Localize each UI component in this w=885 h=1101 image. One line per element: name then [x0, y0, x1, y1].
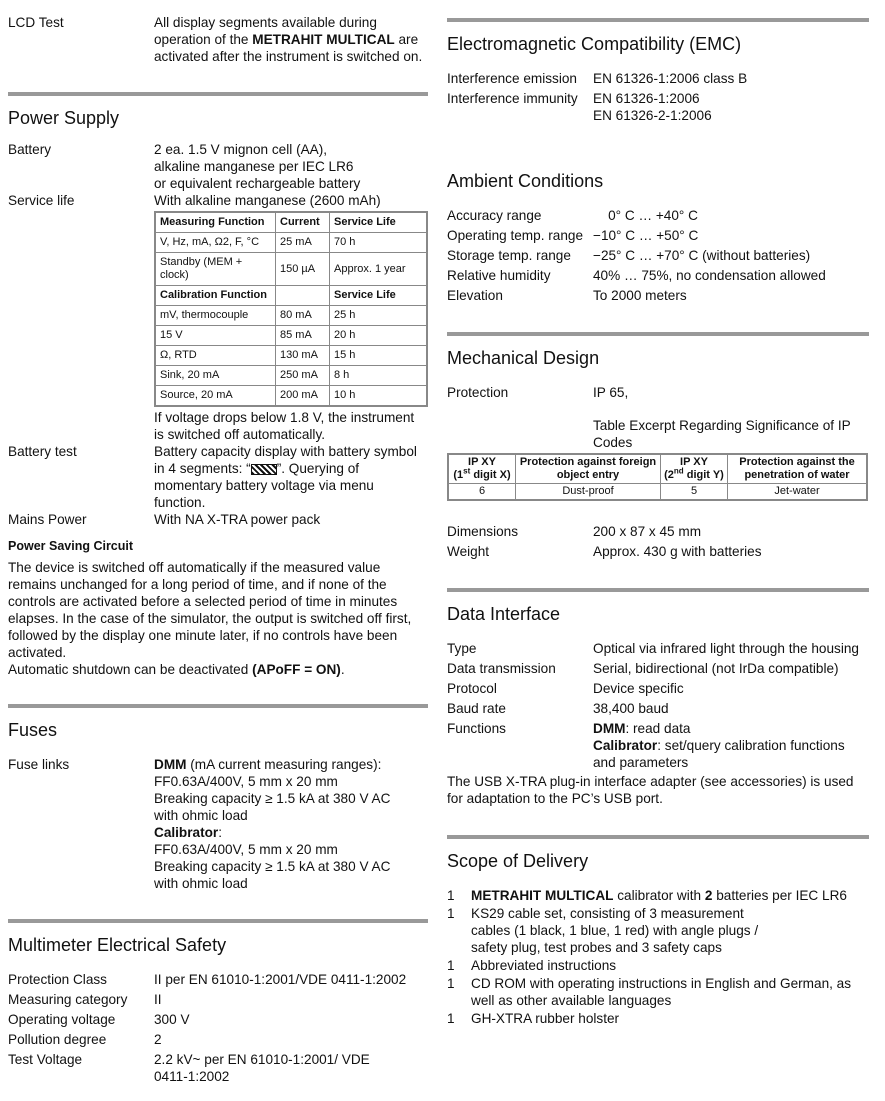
battery-test-label: Battery test [8, 444, 77, 459]
fuses-title: Fuses [8, 720, 58, 740]
mechanical-title: Mechanical Design [447, 348, 600, 368]
power-saving-title: Power Saving Circuit [8, 539, 134, 553]
usb-note: The USB X-TRA plug-in interface adapter (see accessories) is used for adaptation to the PC’s USB port. [447, 774, 854, 806]
table-row: 15 V 85 mA 20 h [155, 326, 427, 346]
interface-row: Type Optical via infrared light through the housing [447, 641, 859, 656]
service-life-label: Service life [8, 193, 75, 208]
emc-emission-row: Interference emission EN 61326-1:2006 class B [447, 71, 748, 86]
power-saving-text2: Automatic shutdown can be deactivated (APoFF = ON). [8, 662, 345, 677]
protection-row: Protection IP 65, [447, 385, 629, 400]
ambient-row: Storage temp. range −25° C … +70° C (without batteries) [447, 248, 811, 263]
ambient-row: Elevation To 2000 meters [447, 288, 687, 303]
ambient-row: Relative humidity 40% … 75%, no condensation allowed [447, 268, 826, 283]
section-rule [8, 92, 428, 96]
mains-power-value: With NA X-TRA power pack [154, 512, 321, 527]
emc-title: Electromagnetic Compatibility (EMC) [447, 34, 742, 54]
power-supply-title: Power Supply [8, 108, 120, 128]
dimensions-row: Dimensions 200 x 87 x 45 mm [447, 524, 702, 539]
battery-test-value: Battery capacity display with battery symbol in 4 segments: “ ”. Querying of momentary battery voltage via menu function. [154, 444, 417, 510]
section-rule [447, 588, 869, 592]
battery-row [8, 141, 428, 192]
safety-row: Operating voltage 300 V [8, 1012, 190, 1027]
lcd-test-value: All display segments available during operation of the METRAHIT MULTICAL are activated after the instrument is switched on. [154, 15, 423, 64]
left-column [8, 0, 428, 1085]
table-row: Sink, 20 mA 250 mA 8 h [155, 366, 427, 386]
battery-test-row [8, 443, 428, 511]
fuse-links-value: DMM (mA current measuring ranges): FF0.63A/400V, 5 mm x 20 mm Breaking capacity ≥ 1.5 kA at 380 V AC with ohmic load Calibrator: FF0.63A/400V, 5 mm x 20 mm Breaking capacity ≥ 1.5 kA at 380 V AC with ohmic load [154, 757, 391, 891]
list-item: 1 CD ROM with operating instructions in English and German, as well as other available languages [447, 976, 852, 1008]
data-interface-title: Data Interface [447, 604, 561, 624]
service-life-value: With alkaline manganese (2600 mAh) [154, 193, 381, 208]
section-rule [8, 704, 428, 708]
ambient-row: Operating temp. range −10° C … +50° C [447, 228, 699, 243]
mains-power-label: Mains Power [8, 512, 87, 527]
interface-row: Baud rate 38,400 baud [447, 701, 669, 716]
service-life-row [8, 192, 428, 209]
weight-row: Weight Approx. 430 g with batteries [447, 544, 762, 559]
table-header-row: Calibration Function Service Life [155, 286, 427, 306]
list-item: 1 KS29 cable set, consisting of 3 measurement cables (1 black, 1 blue, 1 red) with angle plugs / safety plug, test probes and 3 safety caps [447, 906, 759, 955]
right-column [447, 0, 869, 1027]
power-saving-text: The device is switched off automatically if the measured value remains unchanged for a long period of time, and if none of the controls are activated before a selected period of time in minutes elapses. In the case of the simulator, the output is switched off first, followed by the display one minute later, if no controls have been activated. [8, 560, 412, 660]
battery-symbol-icon [251, 464, 277, 475]
battery-label: Battery [8, 142, 52, 157]
fuse-links-row [8, 756, 428, 892]
safety-row: Protection Class II per EN 61010-1:2001/VDE 0411-1:2002 [8, 972, 407, 987]
battery-value: 2 ea. 1.5 V mignon cell (AA), alkaline manganese per IEC LR6 or equivalent rechargeable battery [154, 142, 361, 191]
interface-row: Protocol Device specific [447, 681, 684, 696]
list-item: 1 METRAHIT MULTICAL calibrator with 2 batteries per IEC LR6 [447, 888, 847, 903]
interface-row: Data transmission Serial, bidirectional (not IrDa compatible) [447, 661, 839, 676]
ambient-row: Accuracy range 0° C … +40° C [447, 208, 698, 223]
table-row: mV, thermocouple 80 mA 25 h [155, 306, 427, 326]
table-row: Source, 20 mA 200 mA 10 h [155, 386, 427, 407]
table-header-row: Measuring Function Current Service Life [155, 212, 427, 233]
list-item: 1 Abbreviated instructions [447, 958, 617, 973]
safety-title: Multimeter Electrical Safety [8, 935, 227, 955]
list-item: 1 GH-XTRA rubber holster [447, 1011, 620, 1026]
section-rule [447, 18, 869, 22]
table-row: 6 Dust-proof 5 Jet-water [448, 484, 867, 501]
lcd-test-label: LCD Test [8, 15, 64, 30]
section-rule [447, 835, 869, 839]
table-row: Standby (MEM + clock) 150 µA Approx. 1 year [155, 253, 427, 286]
mains-power-row [8, 511, 428, 528]
safety-row: Pollution degree 2 [8, 1032, 162, 1047]
lcd-test-row [8, 14, 428, 65]
safety-row: Measuring category II [8, 992, 162, 1007]
ip-excerpt: Table Excerpt Regarding Significance of IP Codes [593, 418, 851, 450]
scope-title: Scope of Delivery [447, 851, 589, 871]
functions-row: Functions DMM: read data Calibrator: set/query calibration functions and parameters [447, 721, 845, 770]
table-header-row: IP XY (1st digit X) Protection against foreign object entry IP XY (2nd digit Y) Protection against the penetration of water [448, 454, 867, 484]
section-rule [8, 919, 428, 923]
battery-table-wrap [154, 211, 428, 407]
table-row: V, Hz, mA, Ω2, F, °C 25 mA 70 h [155, 233, 427, 253]
table-row: Ω, RTD 130 mA 15 h [155, 346, 427, 366]
voltage-note: If voltage drops below 1.8 V, the instrument is switched off automatically. [154, 410, 415, 442]
safety-row: Test Voltage 2.2 kV~ per EN 61010-1:2001/ VDE 0411-1:2002 [8, 1052, 370, 1084]
ambient-title: Ambient Conditions [447, 171, 604, 191]
ip-code-table [447, 453, 868, 501]
battery-life-table [154, 211, 428, 407]
section-rule [447, 332, 869, 336]
emc-immunity-row: Interference immunity EN 61326-1:2006 EN 61326-2-1:2006 [447, 91, 712, 123]
fuse-links-label: Fuse links [8, 757, 70, 772]
